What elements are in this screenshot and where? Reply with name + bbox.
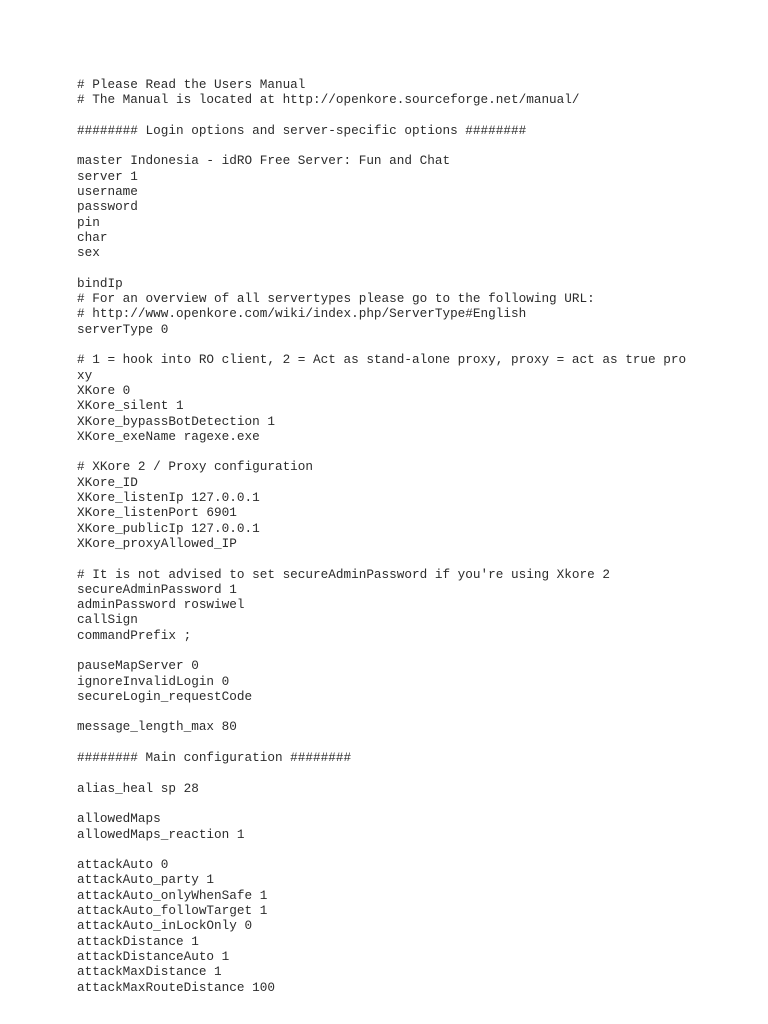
config-line: ######## Login options and server-specific options ########	[77, 122, 527, 138]
config-line: # 1 = hook into RO client, 2 = Act as stand-alone proxy, proxy = act as true pro	[77, 352, 687, 368]
config-line: # http://www.openkore.com/wiki/index.php/ServerType#English	[77, 306, 527, 322]
config-line: attackDistance 1	[77, 933, 199, 949]
config-line: username	[77, 184, 138, 200]
config-line: XKore_silent 1	[77, 398, 184, 414]
config-line: sex	[77, 245, 100, 261]
config-line: attackAuto 0	[77, 857, 169, 873]
config-line: XKore_bypassBotDetection 1	[77, 413, 275, 429]
config-line: serverType 0	[77, 321, 169, 337]
config-line: # For an overview of all servertypes please go to the following URL:	[77, 291, 595, 307]
config-line: ignoreInvalidLogin 0	[77, 673, 230, 689]
config-line: attackAuto_followTarget 1	[77, 903, 268, 919]
config-line	[77, 138, 717, 153]
config-document	[77, 77, 717, 995]
config-line	[77, 643, 717, 658]
config-line: char	[77, 229, 108, 245]
config-line: attackAuto_inLockOnly 0	[77, 918, 253, 934]
config-line: XKore_listenIp 127.0.0.1	[77, 490, 260, 506]
config-line: pin	[77, 214, 100, 230]
config-line	[77, 551, 717, 566]
config-line	[77, 261, 717, 276]
config-line: XKore_ID	[77, 474, 138, 490]
config-line	[77, 704, 717, 719]
config-line: XKore_listenPort 6901	[77, 505, 237, 521]
config-line: server 1	[77, 168, 138, 184]
config-line: password	[77, 199, 138, 215]
config-line: alias_heal sp 28	[77, 780, 199, 796]
config-line: attackAuto_party 1	[77, 872, 215, 888]
config-line: adminPassword roswiwel	[77, 597, 245, 613]
config-line: pauseMapServer 0	[77, 658, 199, 674]
config-line: attackMaxDistance 1	[77, 964, 222, 980]
config-line	[77, 735, 717, 750]
config-line: XKore_exeName ragexe.exe	[77, 428, 260, 444]
config-line: secureLogin_requestCode	[77, 688, 253, 704]
config-line: # It is not advised to set secureAdminPassword if you're using Xkore 2	[77, 566, 610, 582]
config-line: XKore_proxyAllowed_IP	[77, 535, 237, 551]
config-line: allowedMaps_reaction 1	[77, 826, 245, 842]
config-line: xy	[77, 367, 93, 383]
config-line: bindIp	[77, 275, 123, 291]
config-line: master Indonesia - idRO Free Server: Fun and Chat	[77, 153, 451, 169]
config-line	[77, 765, 717, 780]
config-line: XKore 0	[77, 382, 131, 398]
config-line	[77, 842, 717, 857]
config-line: attackDistanceAuto 1	[77, 948, 230, 964]
config-line: # Please Read the Users Manual	[77, 77, 306, 92]
config-line: attackMaxRouteDistance 100	[77, 979, 275, 995]
config-line: allowedMaps	[77, 811, 161, 827]
config-line	[77, 796, 717, 811]
config-line: # XKore 2 / Proxy configuration	[77, 459, 314, 475]
config-line: commandPrefix ;	[77, 627, 192, 643]
config-line: callSign	[77, 612, 138, 628]
config-line: message_length_max 80	[77, 719, 237, 735]
config-line	[77, 444, 717, 459]
config-line	[77, 108, 717, 123]
config-line: ######## Main configuration ########	[77, 750, 352, 766]
config-line: attackAuto_onlyWhenSafe 1	[77, 887, 268, 903]
config-line: XKore_publicIp 127.0.0.1	[77, 520, 260, 536]
config-line: secureAdminPassword 1	[77, 581, 237, 597]
config-line: # The Manual is located at http://openkore.sourceforge.net/manual/	[77, 92, 580, 108]
config-line	[77, 337, 717, 352]
